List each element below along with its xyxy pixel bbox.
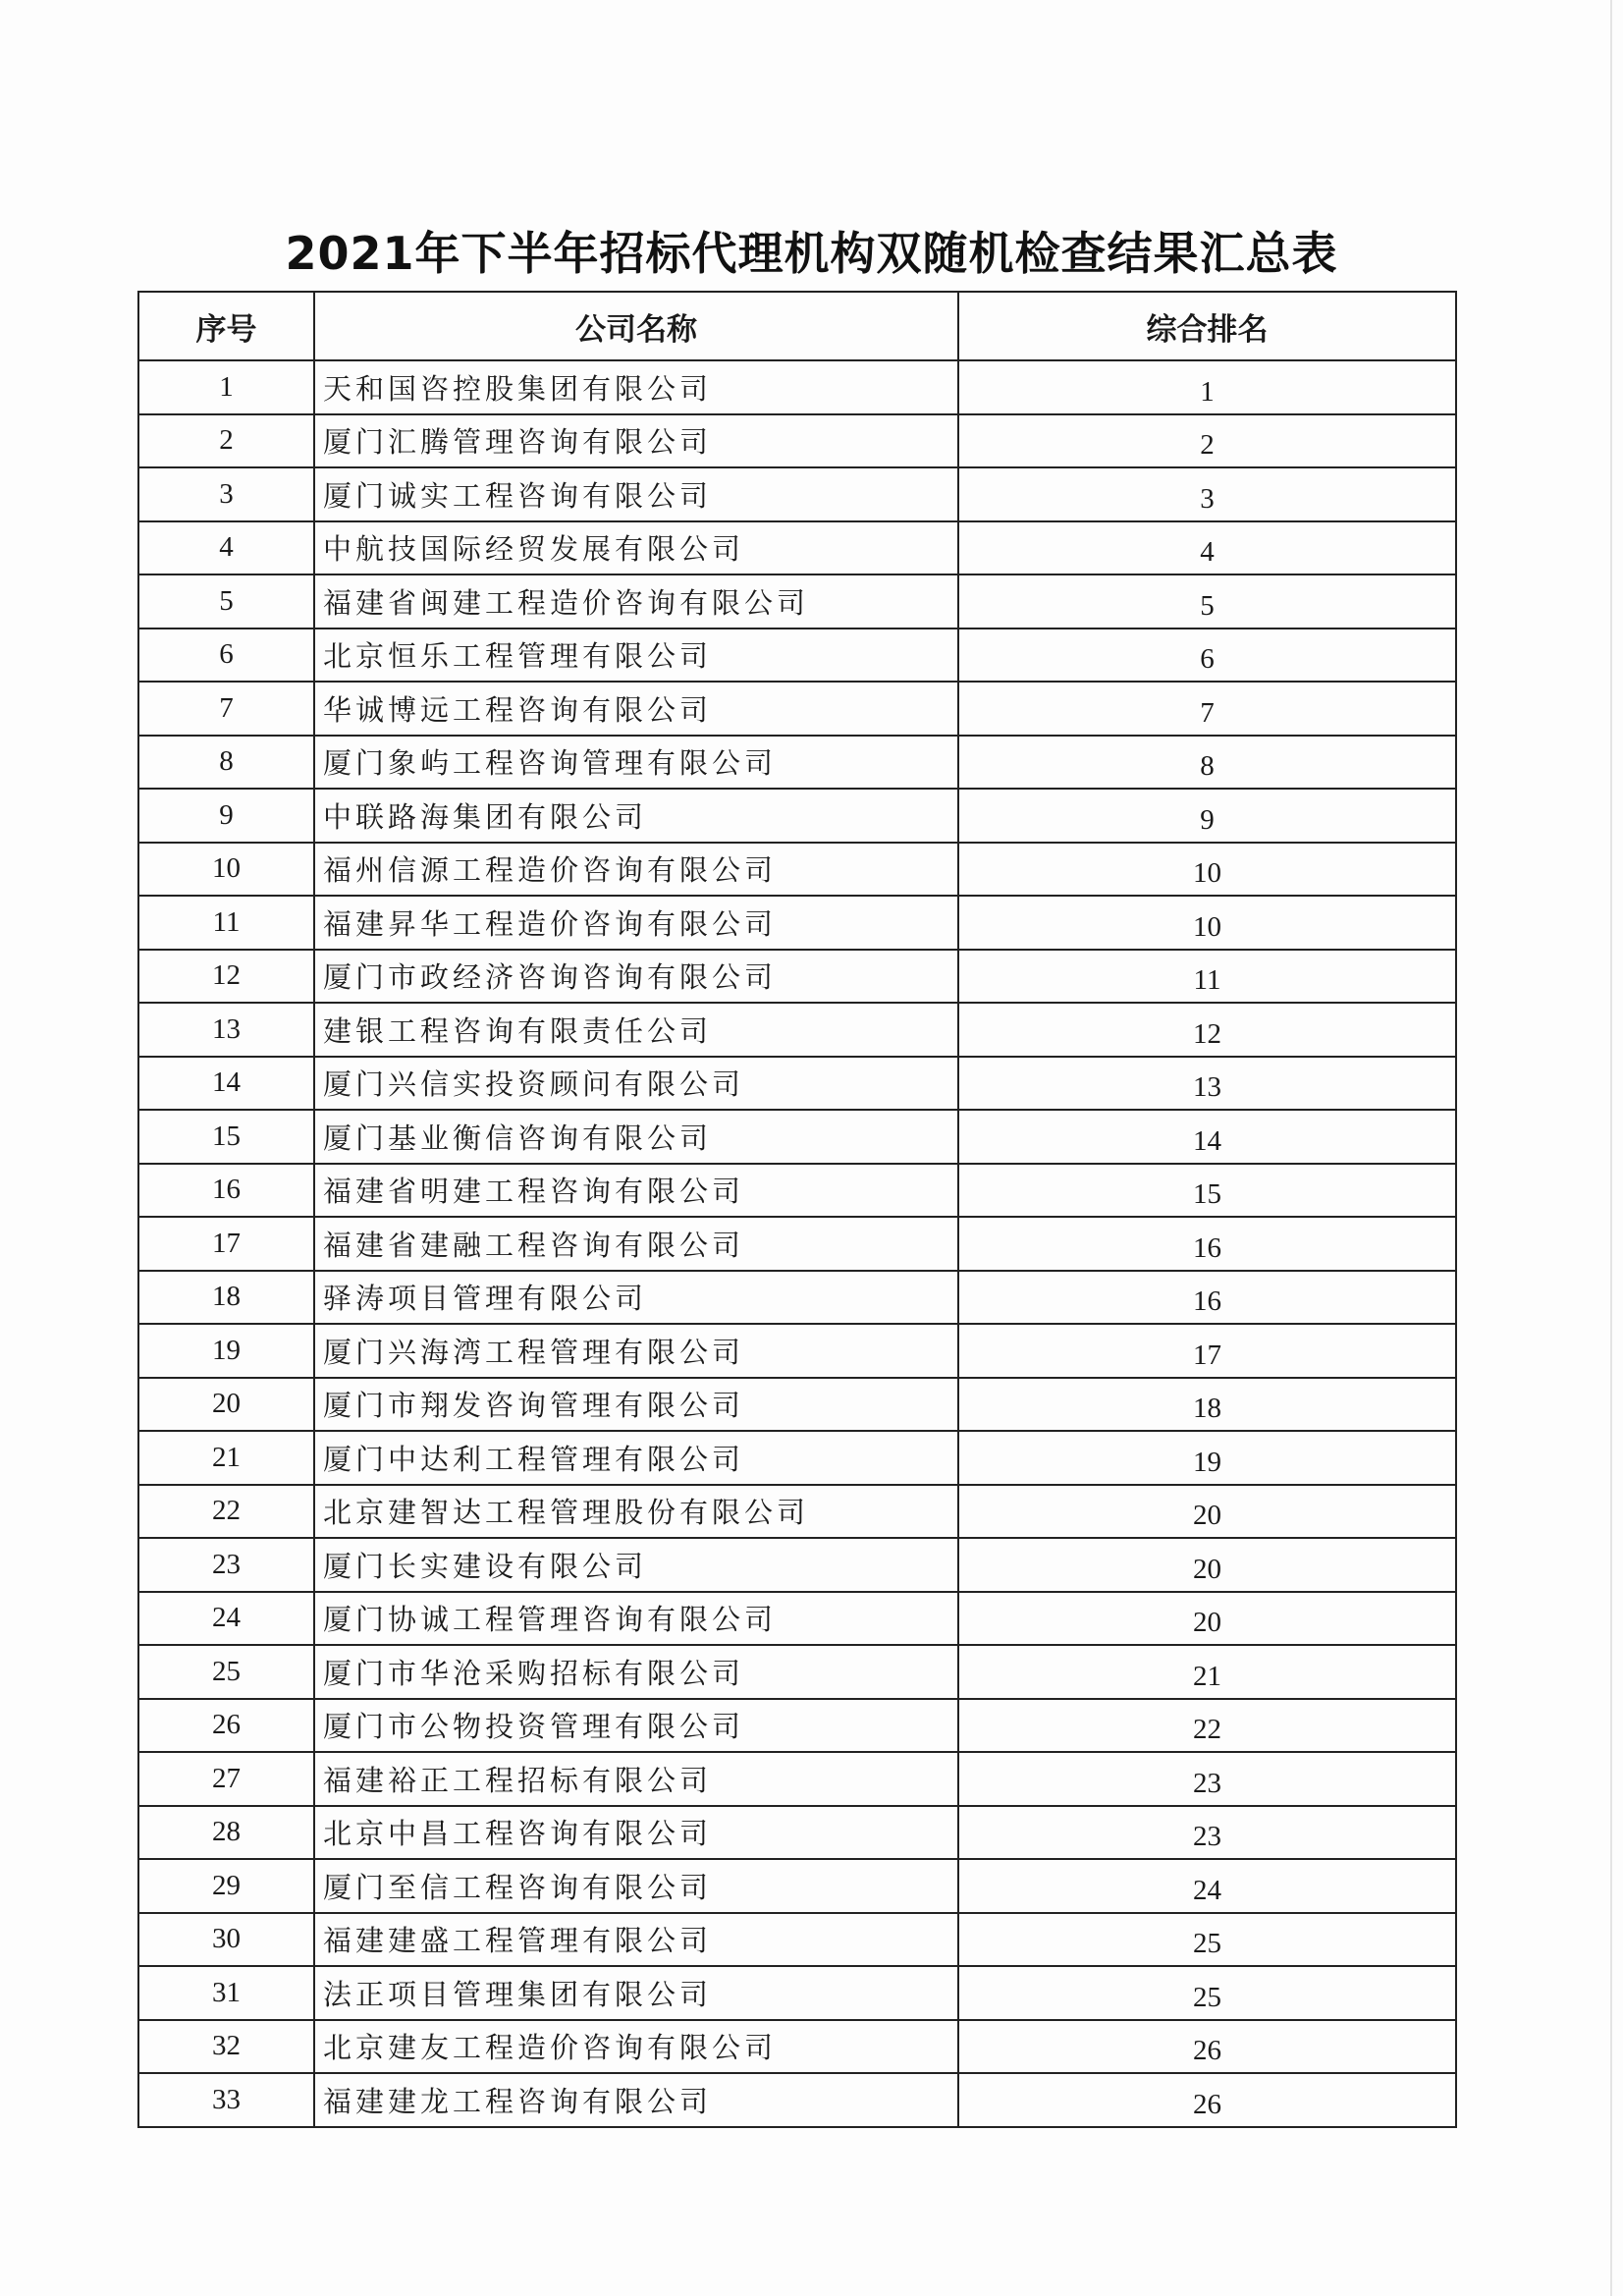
table-row bbox=[138, 682, 1456, 736]
cell-rank: 24 bbox=[958, 1859, 1456, 1913]
cell-rank: 4 bbox=[958, 521, 1456, 575]
table-row bbox=[138, 843, 1456, 897]
cell-no: 33 bbox=[138, 2073, 314, 2127]
table-row bbox=[138, 1645, 1456, 1699]
cell-rank: 10 bbox=[958, 896, 1456, 950]
table-row bbox=[138, 1324, 1456, 1378]
cell-company-name: 建银工程咨询有限责任公司 bbox=[314, 1003, 958, 1057]
cell-no: 6 bbox=[138, 629, 314, 683]
table-row bbox=[138, 1217, 1456, 1271]
header-no: 序号 bbox=[138, 292, 314, 360]
cell-no: 2 bbox=[138, 414, 314, 468]
cell-rank: 16 bbox=[958, 1217, 1456, 1271]
cell-company-name: 厦门兴海湾工程管理有限公司 bbox=[314, 1324, 958, 1378]
cell-rank: 14 bbox=[958, 1110, 1456, 1164]
table-row bbox=[138, 1164, 1456, 1218]
cell-rank: 5 bbox=[958, 574, 1456, 629]
cell-rank: 23 bbox=[958, 1752, 1456, 1806]
cell-company-name: 厦门诚实工程咨询有限公司 bbox=[314, 467, 958, 521]
cell-no: 26 bbox=[138, 1699, 314, 1753]
cell-rank: 17 bbox=[958, 1324, 1456, 1378]
cell-company-name: 北京建友工程造价咨询有限公司 bbox=[314, 2020, 958, 2074]
cell-rank: 26 bbox=[958, 2020, 1456, 2074]
cell-company-name: 厦门长实建设有限公司 bbox=[314, 1538, 958, 1592]
cell-no: 23 bbox=[138, 1538, 314, 1592]
cell-company-name: 福建省闽建工程造价咨询有限公司 bbox=[314, 574, 958, 629]
cell-rank: 25 bbox=[958, 1913, 1456, 1967]
cell-company-name: 厦门汇腾管理咨询有限公司 bbox=[314, 414, 958, 468]
cell-company-name: 中航技国际经贸发展有限公司 bbox=[314, 521, 958, 575]
scan-edge-line bbox=[1610, 0, 1612, 2296]
cell-no: 5 bbox=[138, 574, 314, 629]
cell-company-name: 厦门基业衡信咨询有限公司 bbox=[314, 1110, 958, 1164]
table-row bbox=[138, 414, 1456, 468]
cell-company-name: 厦门至信工程咨询有限公司 bbox=[314, 1859, 958, 1913]
cell-no: 21 bbox=[138, 1431, 314, 1485]
cell-rank: 20 bbox=[958, 1592, 1456, 1646]
cell-company-name: 驿涛项目管理有限公司 bbox=[314, 1271, 958, 1325]
cell-company-name: 北京恒乐工程管理有限公司 bbox=[314, 629, 958, 683]
table-row bbox=[138, 1003, 1456, 1057]
cell-no: 18 bbox=[138, 1271, 314, 1325]
cell-company-name: 厦门中达利工程管理有限公司 bbox=[314, 1431, 958, 1485]
cell-no: 32 bbox=[138, 2020, 314, 2074]
cell-company-name: 厦门市政经济咨询咨询有限公司 bbox=[314, 950, 958, 1004]
table-row bbox=[138, 789, 1456, 843]
table-row bbox=[138, 1806, 1456, 1860]
cell-no: 1 bbox=[138, 360, 314, 414]
cell-company-name: 福建建盛工程管理有限公司 bbox=[314, 1913, 958, 1967]
page-title: 2021年下半年招标代理机构双随机检查结果汇总表 bbox=[285, 227, 1338, 280]
cell-rank: 1 bbox=[958, 360, 1456, 414]
table-row bbox=[138, 1699, 1456, 1753]
table-row bbox=[138, 1592, 1456, 1646]
cell-rank: 7 bbox=[958, 682, 1456, 736]
table-row bbox=[138, 1859, 1456, 1913]
table-row bbox=[138, 2020, 1456, 2074]
table-row bbox=[138, 1271, 1456, 1325]
header-rank: 综合排名 bbox=[958, 292, 1456, 360]
cell-rank: 10 bbox=[958, 843, 1456, 897]
cell-no: 30 bbox=[138, 1913, 314, 1967]
cell-no: 19 bbox=[138, 1324, 314, 1378]
cell-rank: 15 bbox=[958, 1164, 1456, 1218]
cell-no: 12 bbox=[138, 950, 314, 1004]
cell-no: 4 bbox=[138, 521, 314, 575]
table-row bbox=[138, 1110, 1456, 1164]
cell-no: 13 bbox=[138, 1003, 314, 1057]
cell-no: 25 bbox=[138, 1645, 314, 1699]
table-row bbox=[138, 629, 1456, 683]
table-row bbox=[138, 574, 1456, 629]
table-row bbox=[138, 1485, 1456, 1539]
results-table-container bbox=[137, 291, 1455, 2128]
table-row bbox=[138, 467, 1456, 521]
cell-no: 24 bbox=[138, 1592, 314, 1646]
cell-no: 8 bbox=[138, 736, 314, 790]
cell-company-name: 厦门象屿工程咨询管理有限公司 bbox=[314, 736, 958, 790]
cell-no: 3 bbox=[138, 467, 314, 521]
table-row bbox=[138, 1752, 1456, 1806]
table-row bbox=[138, 950, 1456, 1004]
cell-company-name: 厦门市公物投资管理有限公司 bbox=[314, 1699, 958, 1753]
table-row bbox=[138, 1966, 1456, 2020]
cell-company-name: 福建省建融工程咨询有限公司 bbox=[314, 1217, 958, 1271]
header-company-name: 公司名称 bbox=[314, 292, 958, 360]
cell-company-name: 北京中昌工程咨询有限公司 bbox=[314, 1806, 958, 1860]
results-table bbox=[137, 291, 1457, 2128]
table-row bbox=[138, 1431, 1456, 1485]
cell-no: 16 bbox=[138, 1164, 314, 1218]
cell-no: 27 bbox=[138, 1752, 314, 1806]
cell-company-name: 福州信源工程造价咨询有限公司 bbox=[314, 843, 958, 897]
cell-rank: 22 bbox=[958, 1699, 1456, 1753]
cell-rank: 3 bbox=[958, 467, 1456, 521]
table-row bbox=[138, 1913, 1456, 1967]
cell-rank: 25 bbox=[958, 1966, 1456, 2020]
cell-no: 22 bbox=[138, 1485, 314, 1539]
table-row bbox=[138, 521, 1456, 575]
cell-no: 28 bbox=[138, 1806, 314, 1860]
cell-rank: 8 bbox=[958, 736, 1456, 790]
table-row bbox=[138, 2073, 1456, 2127]
cell-no: 17 bbox=[138, 1217, 314, 1271]
table-row bbox=[138, 1378, 1456, 1432]
cell-rank: 2 bbox=[958, 414, 1456, 468]
cell-no: 15 bbox=[138, 1110, 314, 1164]
cell-rank: 13 bbox=[958, 1057, 1456, 1111]
cell-rank: 20 bbox=[958, 1538, 1456, 1592]
cell-company-name: 福建裕正工程招标有限公司 bbox=[314, 1752, 958, 1806]
cell-rank: 12 bbox=[958, 1003, 1456, 1057]
cell-no: 31 bbox=[138, 1966, 314, 2020]
cell-company-name: 福建建龙工程咨询有限公司 bbox=[314, 2073, 958, 2127]
cell-no: 11 bbox=[138, 896, 314, 950]
cell-no: 20 bbox=[138, 1378, 314, 1432]
cell-rank: 20 bbox=[958, 1485, 1456, 1539]
cell-no: 10 bbox=[138, 843, 314, 897]
table-row bbox=[138, 1538, 1456, 1592]
cell-company-name: 天和国咨控股集团有限公司 bbox=[314, 360, 958, 414]
cell-rank: 9 bbox=[958, 789, 1456, 843]
cell-company-name: 中联路海集团有限公司 bbox=[314, 789, 958, 843]
cell-company-name: 福建昇华工程造价咨询有限公司 bbox=[314, 896, 958, 950]
cell-rank: 18 bbox=[958, 1378, 1456, 1432]
cell-rank: 6 bbox=[958, 629, 1456, 683]
cell-rank: 23 bbox=[958, 1806, 1456, 1860]
table-row bbox=[138, 360, 1456, 414]
cell-company-name: 厦门协诚工程管理咨询有限公司 bbox=[314, 1592, 958, 1646]
table-header-row bbox=[138, 292, 1456, 360]
cell-no: 29 bbox=[138, 1859, 314, 1913]
cell-company-name: 厦门市华沧采购招标有限公司 bbox=[314, 1645, 958, 1699]
cell-rank: 21 bbox=[958, 1645, 1456, 1699]
cell-no: 7 bbox=[138, 682, 314, 736]
table-body bbox=[138, 360, 1456, 2127]
cell-company-name: 福建省明建工程咨询有限公司 bbox=[314, 1164, 958, 1218]
cell-company-name: 法正项目管理集团有限公司 bbox=[314, 1966, 958, 2020]
cell-rank: 26 bbox=[958, 2073, 1456, 2127]
cell-company-name: 厦门市翔发咨询管理有限公司 bbox=[314, 1378, 958, 1432]
cell-no: 14 bbox=[138, 1057, 314, 1111]
cell-rank: 11 bbox=[958, 950, 1456, 1004]
table-row bbox=[138, 896, 1456, 950]
cell-company-name: 厦门兴信实投资顾问有限公司 bbox=[314, 1057, 958, 1111]
cell-rank: 16 bbox=[958, 1271, 1456, 1325]
cell-no: 9 bbox=[138, 789, 314, 843]
cell-company-name: 华诚博远工程咨询有限公司 bbox=[314, 682, 958, 736]
table-row bbox=[138, 736, 1456, 790]
cell-rank: 19 bbox=[958, 1431, 1456, 1485]
table-row bbox=[138, 1057, 1456, 1111]
cell-company-name: 北京建智达工程管理股份有限公司 bbox=[314, 1485, 958, 1539]
